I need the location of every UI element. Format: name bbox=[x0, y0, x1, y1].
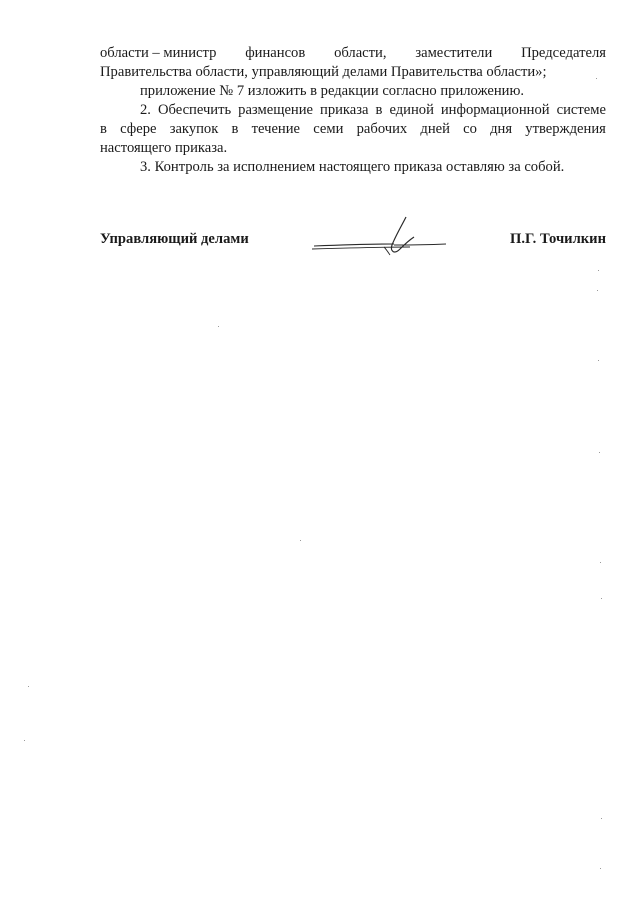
scan-speck bbox=[600, 868, 601, 869]
paragraph-2-line-1 bbox=[100, 101, 606, 120]
paragraph-3-line-1: 3. Контроль за исполнением настоящего приказа оставляю за собой. bbox=[140, 159, 565, 175]
signatory-title: Управляющий делами bbox=[100, 231, 249, 247]
scan-speck bbox=[599, 452, 600, 453]
word: в bbox=[231, 121, 239, 137]
paragraph-2-line-3: настоящего приказа. bbox=[100, 140, 228, 156]
document-body bbox=[100, 44, 606, 177]
word: системе bbox=[556, 102, 606, 118]
scan-speck bbox=[300, 540, 301, 541]
word: рабочих bbox=[356, 121, 408, 137]
signature-block bbox=[100, 229, 606, 259]
word: дней bbox=[420, 121, 450, 137]
word: семи bbox=[313, 121, 344, 137]
word: в bbox=[375, 102, 383, 118]
paragraph-1-line-3: приложение № 7 изложить в редакции согласно приложению. bbox=[140, 83, 525, 99]
scan-speck bbox=[597, 290, 598, 291]
scan-speck bbox=[601, 818, 602, 819]
scan-speck bbox=[218, 326, 219, 327]
word: области – министр bbox=[100, 45, 217, 61]
scan-speck bbox=[598, 360, 599, 361]
scan-speck bbox=[601, 598, 602, 599]
word: утверждения bbox=[525, 121, 606, 137]
scan-speck bbox=[24, 740, 25, 741]
word: дня bbox=[490, 121, 513, 137]
paragraph-1-line-2: Правительства области, управляющий делами Правительства области»; bbox=[100, 64, 547, 80]
word: Обеспечить bbox=[157, 102, 232, 118]
scan-speck bbox=[598, 270, 599, 271]
word: течение bbox=[251, 121, 301, 137]
handwritten-signature bbox=[310, 215, 450, 259]
word: финансов bbox=[245, 45, 306, 61]
word: 2. bbox=[140, 102, 151, 118]
word: приказа bbox=[320, 102, 369, 118]
word: со bbox=[463, 121, 477, 137]
paragraph-1-line-1 bbox=[100, 44, 606, 63]
word: в bbox=[100, 121, 107, 137]
word: единой bbox=[389, 102, 434, 118]
word: информационной bbox=[440, 102, 550, 118]
scan-speck bbox=[600, 562, 601, 563]
scan-speck bbox=[28, 686, 29, 687]
word: сфере bbox=[120, 121, 157, 137]
word: закупок bbox=[169, 121, 219, 137]
scan-speck bbox=[596, 78, 597, 79]
word: Председателя bbox=[521, 45, 606, 61]
signatory-name: П.Г. Точилкин bbox=[510, 231, 606, 247]
word: размещение bbox=[238, 102, 314, 118]
paragraph-2-line-2 bbox=[100, 120, 606, 139]
word: области, bbox=[334, 45, 387, 61]
word: заместители bbox=[415, 45, 493, 61]
